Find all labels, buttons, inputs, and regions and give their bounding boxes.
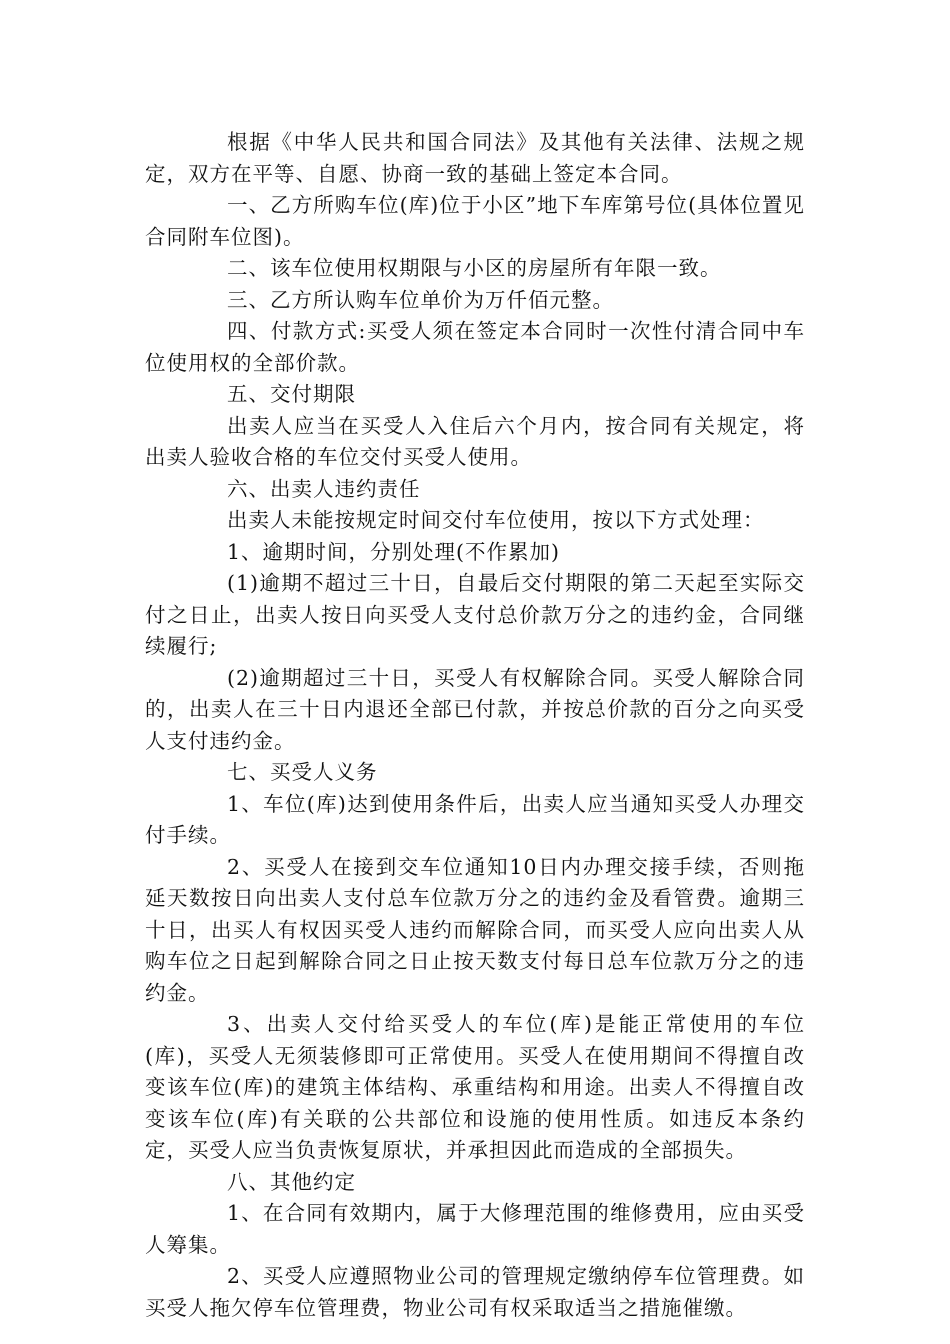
heading-clause-6: 六、出卖人违约责任 <box>227 476 421 501</box>
paragraph-clause-6-item-1: 1、逾期时间，分别处理(不作累加) <box>227 539 561 564</box>
paragraph-clause-5-body: 出卖人应当在买受人入住后六个月内，按合同有关规定，将出卖人验收合格的车位交付买受人使用。 <box>145 413 805 469</box>
document-body <box>145 127 805 1324</box>
paragraph-clause-7-item-3: 3、出卖人交付给买受人的车位(库)是能正常使用的车位(库)，买受人无须装修即可正常使用。买受人在使用期间不得擅自改变该车位(库)的建筑主体结构、承重结构和用途。出卖人不得擅自改变该车位(库)有关联的公共部位和设施的使用性质。如违反本条约定，买受人应当负责恢复原状，并承担因此而造成的全部损失。 <box>145 1012 805 1162</box>
paragraph-preamble: 根据《中华人民共和国合同法》及其他有关法律、法规之规定，双方在平等、自愿、协商一致的基础上签定本合同。 <box>145 130 805 186</box>
heading-clause-5: 五、交付期限 <box>227 382 356 406</box>
paragraph-clause-6-sub-1: (1)逾期不超过三十日，自最后交付期限的第二天起至实际交付之日止，出卖人按日向买受人支付总价款万分之的违约金，合同继续履行; <box>145 571 805 658</box>
paragraph-clause-8-item-2: 2、买受人应遵照物业公司的管理规定缴纳停车位管理费。如买受人拖欠停车位管理费，物业公司有权采取适当之措施催缴。 <box>145 1264 805 1320</box>
heading-clause-8: 八、其他约定 <box>227 1169 356 1194</box>
paragraph-clause-6-sub-2: (2)逾期超过三十日，买受人有权解除合同。买受人解除合同的，出卖人在三十日内退还全部已付款，并按总价款的百分之向买受人支付违约金。 <box>145 665 805 753</box>
paragraph-clause-4: 四、付款方式:买受人须在签定本合同时一次性付清合同中车位使用权的全部价款。 <box>145 319 805 375</box>
paragraph-clause-6-intro: 出卖人未能按规定时间交付车位使用，按以下方式处理： <box>227 508 765 532</box>
heading-clause-7: 七、买受人义务 <box>227 760 378 784</box>
paragraph-clause-8-item-1: 1、在合同有效期内，属于大修理范围的维修费用，应由买受人筹集。 <box>145 1201 805 1257</box>
paragraph-clause-1: 一、乙方所购车位(库)位于小区”地下车库第号位(具体位置见合同附车位图)。 <box>145 193 805 249</box>
paragraph-clause-7-item-1: 1、车位(库)达到使用条件后，出卖人应当通知买受人办理交付手续。 <box>145 791 805 847</box>
paragraph-clause-2: 二、该车位使用权期限与小区的房屋所有年限一致。 <box>227 256 722 280</box>
paragraph-clause-7-item-2: 2、买受人在接到交车位通知10日内办理交接手续，否则拖延天数按日向出卖人支付总车位款万分之的违约金及看管费。逾期三十日，出买人有权因买受人违约而解除合同，而买受人应向出卖人从购车位之日起到解除合同之日止按天数支付每日总车位款万分之的违约金。 <box>145 854 805 1005</box>
paragraph-clause-3: 三、乙方所认购车位单价为万仟佰元整。 <box>227 287 614 312</box>
